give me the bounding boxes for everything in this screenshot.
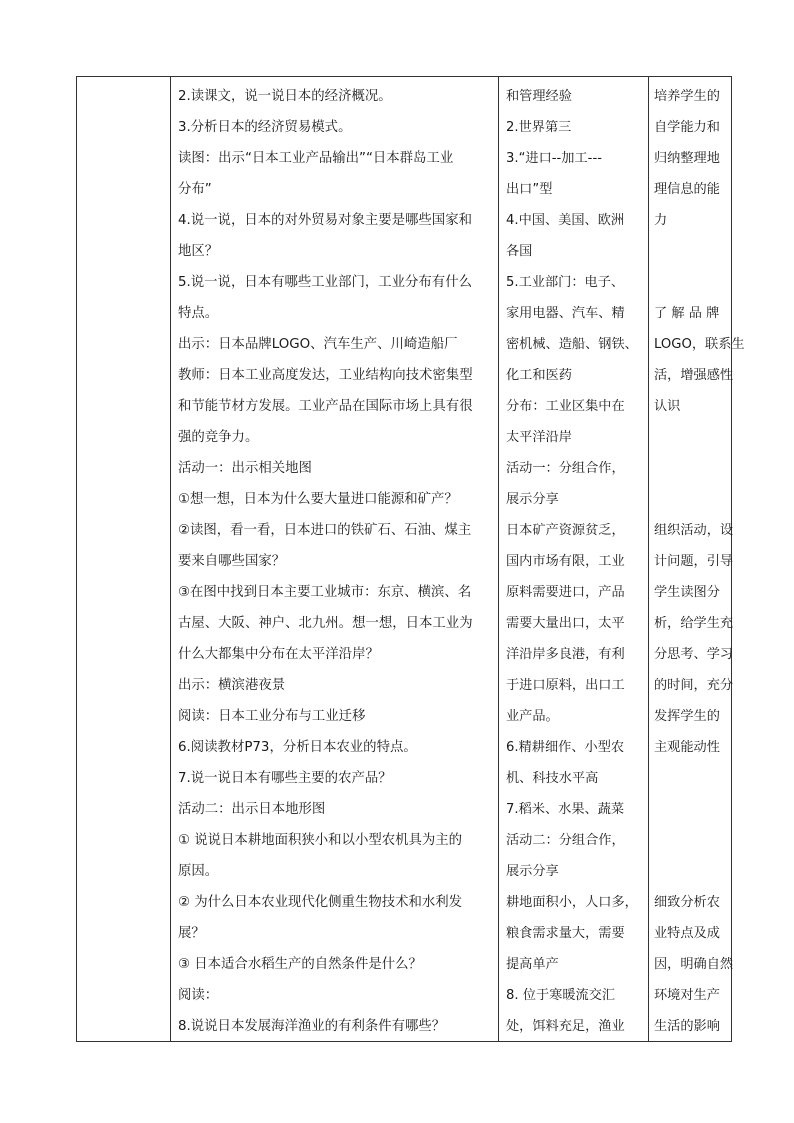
process-line: 读图：出示“日本工业产品输出”“日本群岛工业: [178, 151, 454, 166]
intent-line: [654, 763, 728, 794]
intent-line: 发挥学生的: [654, 709, 720, 724]
process-line: ③ 日本适合水稻生产的自然条件是什么？: [178, 957, 422, 972]
blank-column: [77, 77, 171, 1041]
process-line: 5.说一说，日本有哪些工业部门，工业分布有什么: [178, 275, 472, 290]
student-line: 业产品。: [506, 709, 559, 724]
process-line: 教师：日本工业高度发达，工业结构向技术密集型: [178, 368, 473, 383]
student-line: 粮食需求量大，需要: [506, 926, 625, 941]
student-line: 活动一：分组合作，: [506, 461, 625, 476]
process-line: 8.说说日本发展海洋渔业的有利条件有哪些？: [178, 1019, 446, 1034]
intent-line: 因，明确自然: [654, 957, 734, 972]
intent-line: 培养学生的: [654, 89, 720, 104]
student-line: 洋沿岸多良港，有利: [506, 647, 625, 662]
student-line: 4.中国、美国、欧洲: [506, 213, 625, 228]
process-line: ② 为什么日本农业现代化侧重生物技术和水利发: [178, 895, 463, 910]
student-line: 于进口原料，出口工: [506, 678, 625, 693]
student-line: 展示分享: [506, 492, 559, 507]
intent-line: [654, 794, 728, 825]
student-line: 活动二：分组合作，: [506, 833, 625, 848]
intent-line: 归纳整理地: [654, 151, 720, 166]
lesson-table: [76, 76, 745, 1042]
student-activity-column: [499, 77, 649, 1041]
student-line: 提高单产: [506, 957, 559, 972]
process-line: 6.阅读教材P73，分析日本农业的特点。: [178, 740, 417, 755]
student-line: 密机械、造船、钢铁、: [506, 337, 638, 352]
process-line: 和节能节材方发展。工业产品在国际市场上具有很: [178, 399, 473, 414]
intent-line: 活，增强感性: [654, 368, 734, 383]
process-line: 7.说一说日本有哪些主要的农产品？: [178, 771, 392, 786]
process-line: 特点。: [178, 306, 219, 321]
process-line: 活动二：出示日本地形图: [178, 802, 326, 817]
process-line: 地区？: [178, 244, 219, 259]
intent-line: 学生读图分: [654, 585, 720, 600]
student-line: 处，饵料充足，渔业: [506, 1019, 625, 1034]
student-line: 太平洋沿岸: [506, 430, 572, 445]
intent-line: [654, 484, 728, 515]
process-line: 阅读：日本工业分布与工业迁移: [178, 709, 366, 724]
student-line: 5.工业部门：电子、: [506, 275, 625, 290]
intent-line: [654, 825, 728, 856]
intent-line: [654, 236, 728, 267]
process-line: 阅读：: [178, 988, 219, 1003]
student-line: 化工和医药: [506, 368, 572, 383]
student-line: 6.精耕细作、小型农: [506, 740, 625, 755]
student-line: 需要大量出口，太平: [506, 616, 625, 631]
student-line: 日本矿产资源贫乏，: [506, 523, 625, 538]
process-line: 展？: [178, 926, 205, 941]
process-line: 古屋、大阪、神户、北九州。想一想，日本工业为: [178, 616, 473, 631]
process-line: 3.分析日本的经济贸易模式。: [178, 120, 352, 135]
process-line: 什么大都集中分布在太平洋沿岸？: [178, 647, 379, 662]
process-line: 出示：横滨港夜景: [178, 678, 286, 693]
intent-line: [654, 422, 728, 453]
student-line: 原料需要进口，产品: [506, 585, 625, 600]
student-line: 2.世界第三: [506, 120, 572, 135]
process-line: ②读图，看一看，日本进口的铁矿石、石油、煤主: [178, 523, 472, 538]
process-line: 强的竞争力。: [178, 430, 259, 445]
process-line: 2.读课文，说一说日本的经济概况。: [178, 89, 392, 104]
intent-line: [654, 453, 728, 484]
intent-line: 析，给学生充: [654, 616, 734, 631]
intent-line: LOGO，联系生: [654, 337, 745, 352]
process-line: ③在图中找到日本主要工业城市：东京、横滨、名: [178, 585, 472, 600]
process-line: 活动一：出示相关地图: [178, 461, 312, 476]
process-line: 要来自哪些国家？: [178, 554, 286, 569]
intent-line: [654, 856, 728, 887]
intent-line: 业特点及成: [654, 926, 720, 941]
student-line: 3.“进口--加工---: [506, 151, 602, 166]
student-line: 出口”型: [506, 182, 553, 197]
student-line: 家用电器、汽车、精: [506, 306, 625, 321]
student-line: 国内市场有限，工业: [506, 554, 625, 569]
process-line: ①想一想，日本为什么要大量进口能源和矿产？: [178, 492, 458, 507]
intent-line: 细致分析农: [654, 895, 720, 910]
intent-line: 力: [654, 213, 668, 228]
intent-line: 生活的影响: [654, 1019, 720, 1034]
process-line: 4.说一说，日本的对外贸易对象主要是哪些国家和: [178, 213, 472, 228]
intent-line: 组织活动，设: [654, 523, 734, 538]
student-line: 7.稻米、水果、蔬菜: [506, 802, 625, 817]
process-line: 原因。: [178, 864, 219, 879]
intent-line: 分思考、学习: [654, 647, 734, 662]
intent-line: [654, 267, 728, 298]
teaching-process-column: [171, 77, 499, 1041]
student-line: 分布：工业区集中在: [506, 399, 625, 414]
student-line: 各国: [506, 244, 533, 259]
student-line: 机、科技水平高: [506, 771, 599, 786]
intent-line: 计问题，引导: [654, 554, 734, 569]
intent-line: 主观能动性: [654, 740, 720, 755]
intent-line: 的时间，充分: [654, 678, 734, 693]
student-line: 和管理经验: [506, 89, 572, 104]
intent-line: 认识: [654, 399, 681, 414]
intent-line: 环境对生产: [654, 988, 720, 1003]
student-line: 耕地面积小，人口多，: [506, 895, 638, 910]
design-intent-column: [649, 77, 745, 1041]
intent-line: 理信息的能: [654, 182, 720, 197]
process-line: 出示：日本品牌LOGO、汽车生产、川崎造船厂: [178, 337, 458, 352]
student-line: 8. 位于寒暖流交汇: [506, 988, 616, 1003]
process-line: 分布”: [178, 182, 212, 197]
intent-line: 了 解 品 牌: [654, 306, 720, 321]
process-line: ① 说说日本耕地面积狭小和以小型农机具为主的: [178, 833, 463, 848]
student-line: 展示分享: [506, 864, 559, 879]
intent-line: 自学能力和: [654, 120, 720, 135]
